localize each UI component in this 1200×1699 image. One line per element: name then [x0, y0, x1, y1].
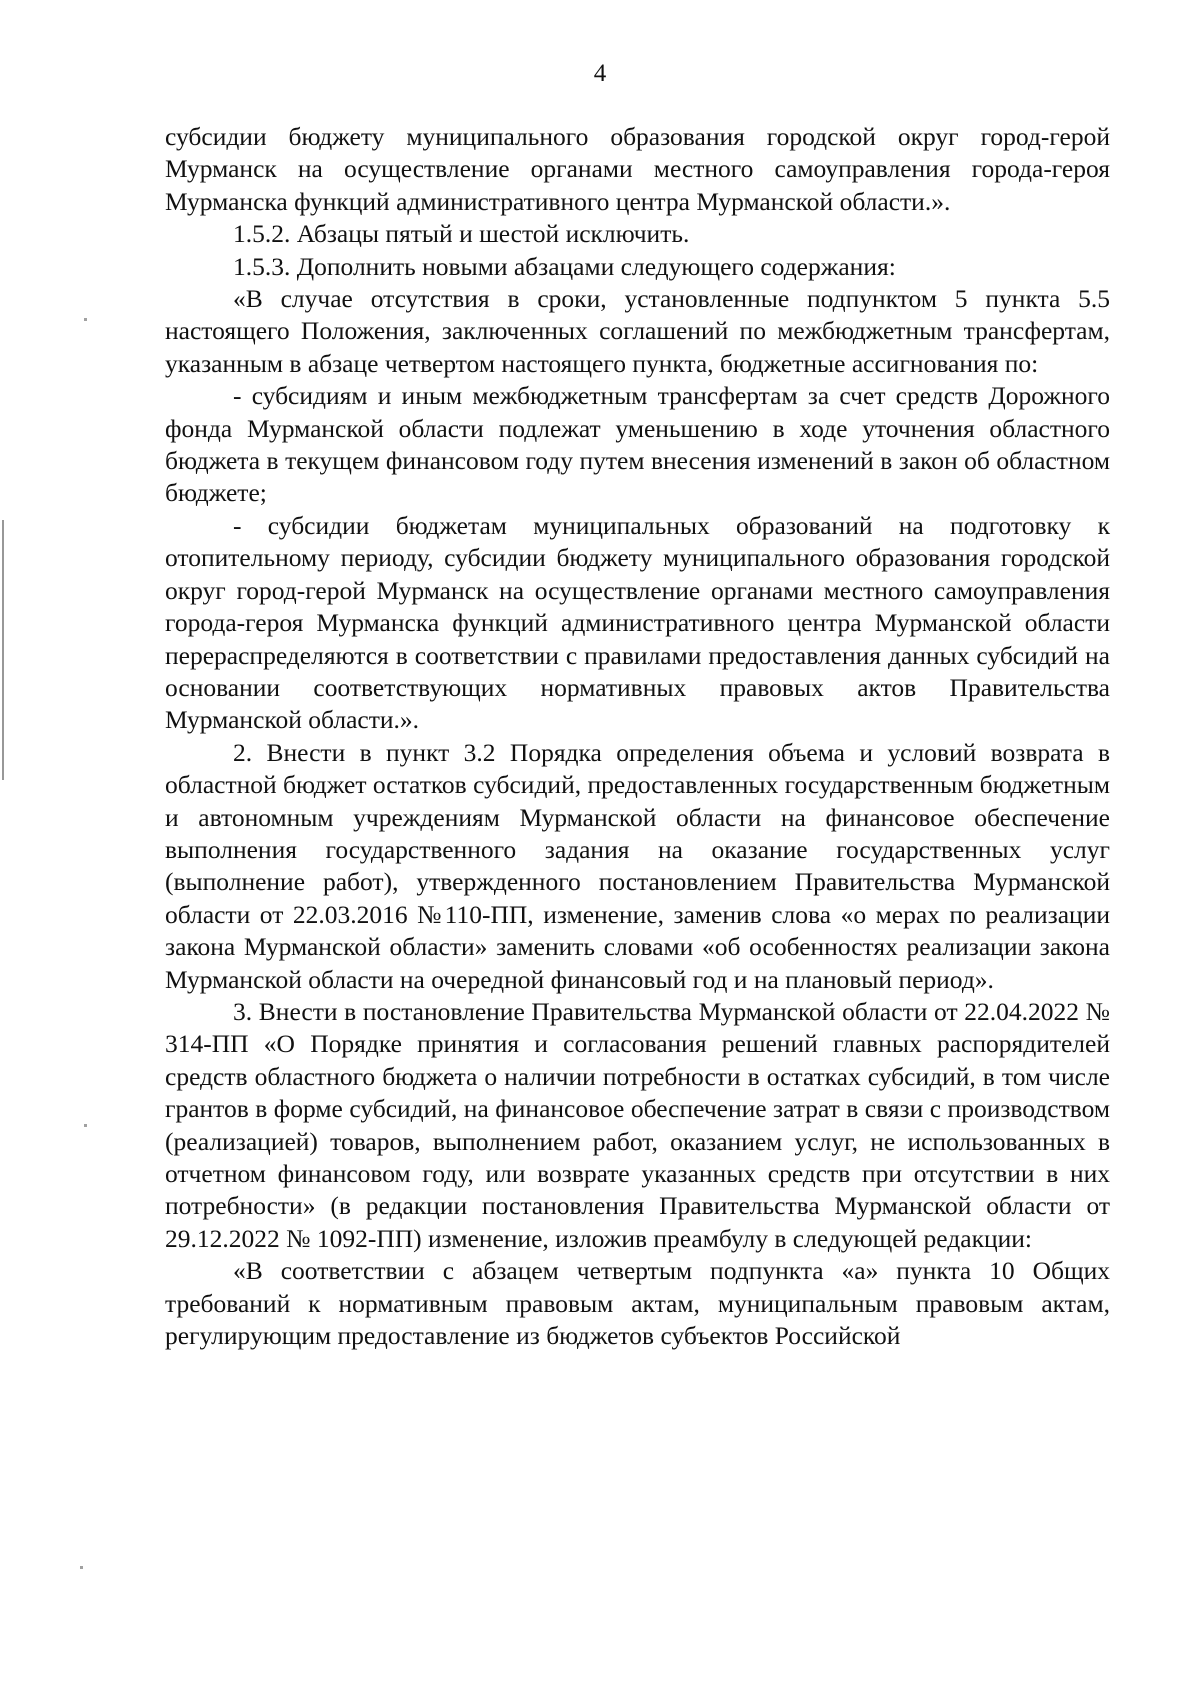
document-body	[165, 121, 1110, 1352]
scan-artifact-dot	[84, 318, 87, 321]
paragraph-1-5-3: 1.5.3. Дополнить новыми абзацами следующего содержания:	[233, 251, 896, 281]
paragraph-item-2: 2. Внести в пункт 3.2 Порядка определения объема и условий возврата в областной бюджет остатков субсидий, предоставленных государственным бюджетным и автономным учреждениям Мурманской области на финансовое обеспечение выполнения государственного задания на оказание государственных услуг (выполнение работ), утвержденного постановлением Правительства Мурманской области от 22.03.2016 №110-ПП, изменение, заменив слова «о мерах по реализации закона Мурманской области» заменить словами «об особенностях реализации закона Мурманской области на очередной финансовый год и на плановый период».	[165, 737, 1110, 994]
paragraph-new-abzac-intro: «В случае отсутствия в сроки, установленные подпунктом 5 пункта 5.5 настоящего Положения, заключенных соглашений по межбюджетным трансфертам, указанным в абзаце четвертом настоящего пункта, бюджетные ассигнования по:	[165, 284, 1110, 378]
paragraph-1-5-2: 1.5.2. Абзацы пятый и шестой исключить.	[233, 219, 690, 249]
paragraph-quote-preamble: «В соответствии с абзацем четвертым подпункта «а» пункта 10 Общих требований к нормативным правовым актам, муниципальным правовым актам, регулирующим предоставление из бюджетов субъектов Российской	[165, 1256, 1110, 1351]
scan-artifact-line	[2, 520, 4, 780]
paragraph-continuation: субсидии бюджету муниципального образования городской округ город-герой Мурманск на осуществление органами местного самоуправления города-героя Мурманска функций административного центра Мурманской области.».	[165, 122, 1110, 216]
paragraph-list-item-1: - субсидиям и иным межбюджетным трансфертам за счет средств Дорожного фонда Мурманской области подлежат уменьшению в ходе уточнения областного бюджета в текущем финансовом году путем внесения изменений в закон об областном бюджете;	[165, 381, 1110, 508]
scan-artifact-dot	[84, 1124, 87, 1127]
scan-artifact-dot	[80, 1566, 83, 1569]
paragraph-item-3: 3. Внести в постановление Правительства Мурманской области от 22.04.2022 № 314-ПП «О Порядке принятия и согласования решений главных распорядителей средств областного бюджета о наличии потребности в остатках субсидий, в том числе грантов в форме субсидий, на финансовое обеспечение затрат в связи с производством (реализацией) товаров, выполнением работ, оказанием услуг, не использованных в отчетном финансовом году, или возврате указанных средств при отсутствии в них потребности» (в редакции постановления Правительства Мурманской области от 29.12.2022 № 1092-ПП) изменение, изложив преамбулу в следующей редакции:	[165, 996, 1110, 1253]
page-number: 4	[593, 60, 607, 87]
paragraph-list-item-2: - субсидии бюджетам муниципальных образований на подготовку к отопительному периоду, субсидии бюджету муниципального образования городской округ город-герой Мурманск на осуществление органами местного самоуправления города-героя Мурманска функций административного центра Мурманской области перераспределяются в соответствии с правилами предоставления данных субсидий на основании соответствующих нормативных правовых актов Правительства Мурманской области.».	[165, 510, 1110, 735]
